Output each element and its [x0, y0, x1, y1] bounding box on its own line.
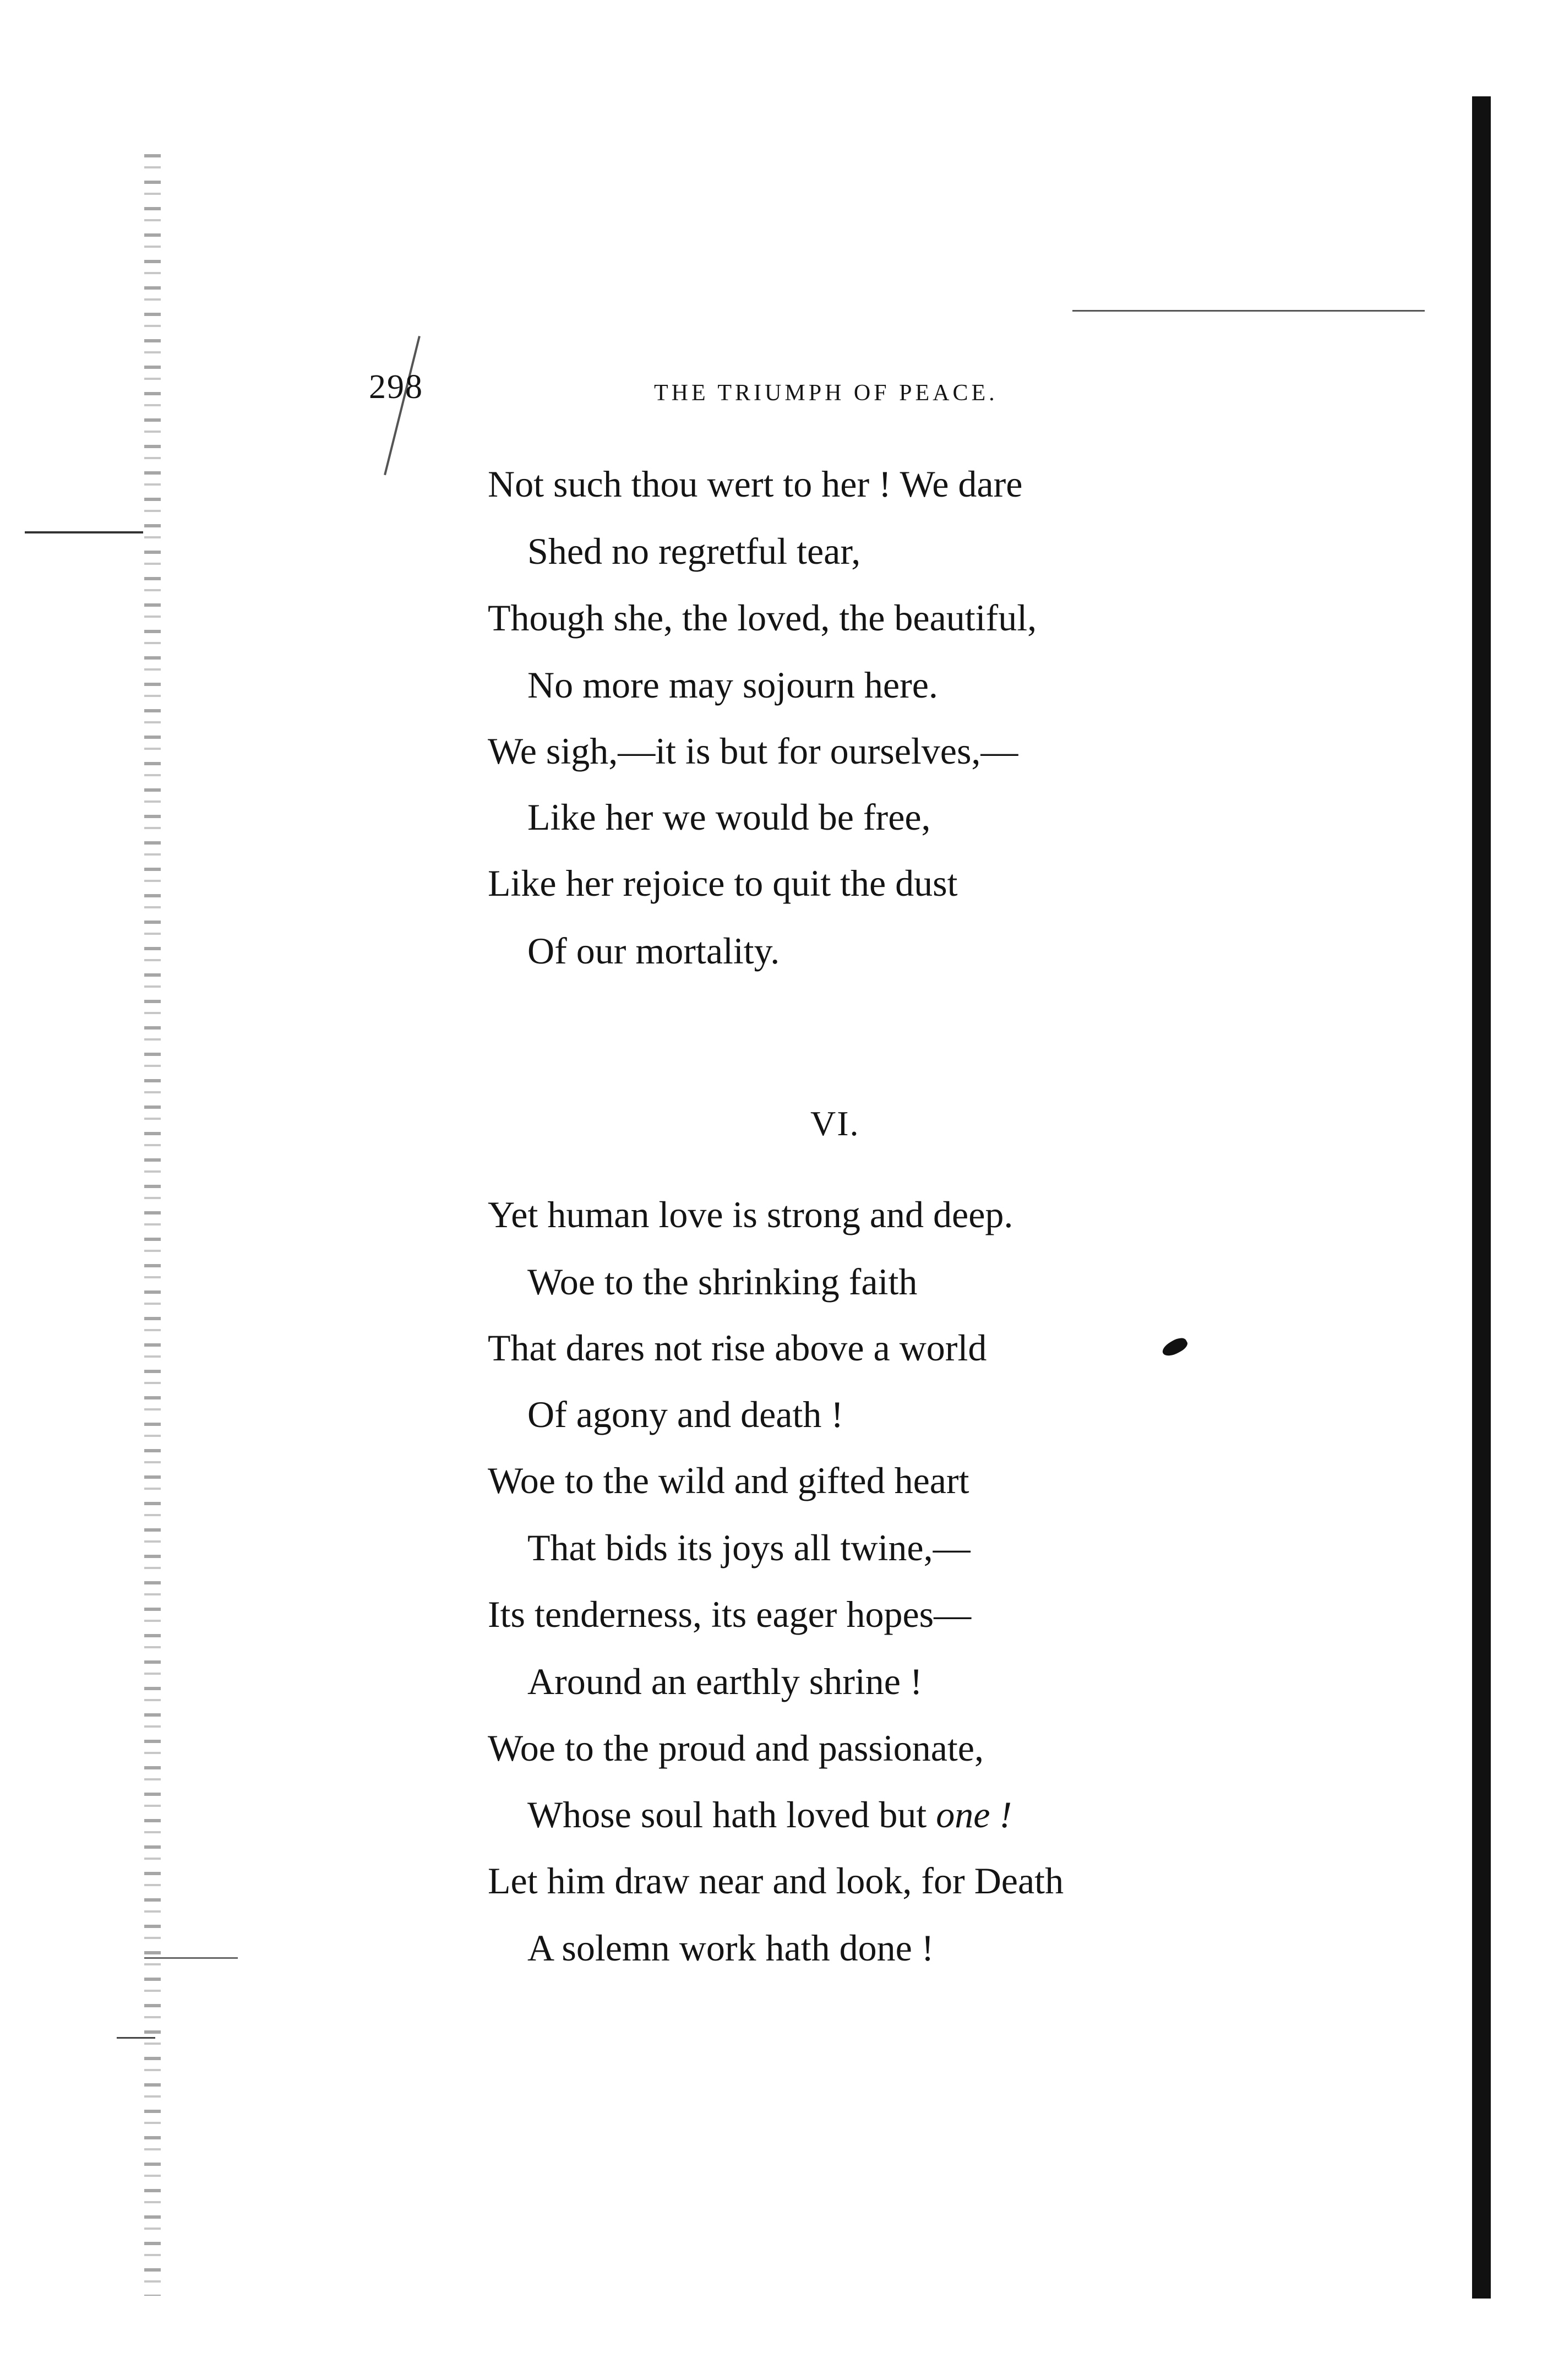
poem-line: No more may sojourn here.: [527, 664, 938, 706]
poem-line: [527, 1794, 1012, 1836]
poem-line: Like her rejoice to quit the dust: [488, 862, 958, 904]
poem-line: Its tenderness, its eager hopes—: [488, 1593, 972, 1635]
poem-line: Woe to the shrinking faith: [527, 1261, 918, 1303]
poem-line: Of agony and death !: [527, 1393, 844, 1435]
poem-line: Not such thou wert to her ! We dare: [488, 463, 1023, 505]
binding-edge-shadow: [144, 154, 161, 2296]
ink-blot: [1160, 1335, 1190, 1360]
poem-line: That bids its joys all twine,—: [527, 1527, 971, 1568]
poem-line: Woe to the proud and passionate,: [488, 1727, 984, 1769]
emphasized-word: one !: [936, 1794, 1012, 1836]
poem-line: Of our mortality.: [527, 930, 780, 972]
poem-line: That dares not rise above a world: [488, 1327, 987, 1369]
running-title: THE TRIUMPH OF PEACE.: [654, 380, 998, 406]
poem-line: Let him draw near and look, for Death: [488, 1860, 1064, 1902]
section-numeral: VI.: [810, 1104, 860, 1143]
poem-line: Woe to the wild and gifted heart: [488, 1459, 969, 1501]
poem-line: Yet human love is strong and deep.: [488, 1194, 1013, 1235]
poem-line-text: Whose soul hath loved but: [527, 1794, 927, 1836]
poem-line: Shed no regretful tear,: [527, 530, 861, 572]
poem-line: We sigh,—it is but for ourselves,—: [488, 730, 1018, 772]
scan-artifact-line: [1072, 310, 1425, 312]
poem-line: Though she, the loved, the beautiful,: [488, 597, 1037, 639]
poem-line: Like her we would be free,: [527, 796, 931, 838]
page-number: 298: [369, 368, 423, 406]
scan-artifact-line: [144, 1957, 238, 1959]
poem-line: A solemn work hath done !: [527, 1927, 934, 1969]
scan-artifact-line: [117, 2037, 155, 2039]
page-edge-shadow: [1472, 96, 1491, 2299]
scan-artifact-line: [25, 531, 143, 533]
poem-line: Around an earthly shrine !: [527, 1660, 923, 1702]
